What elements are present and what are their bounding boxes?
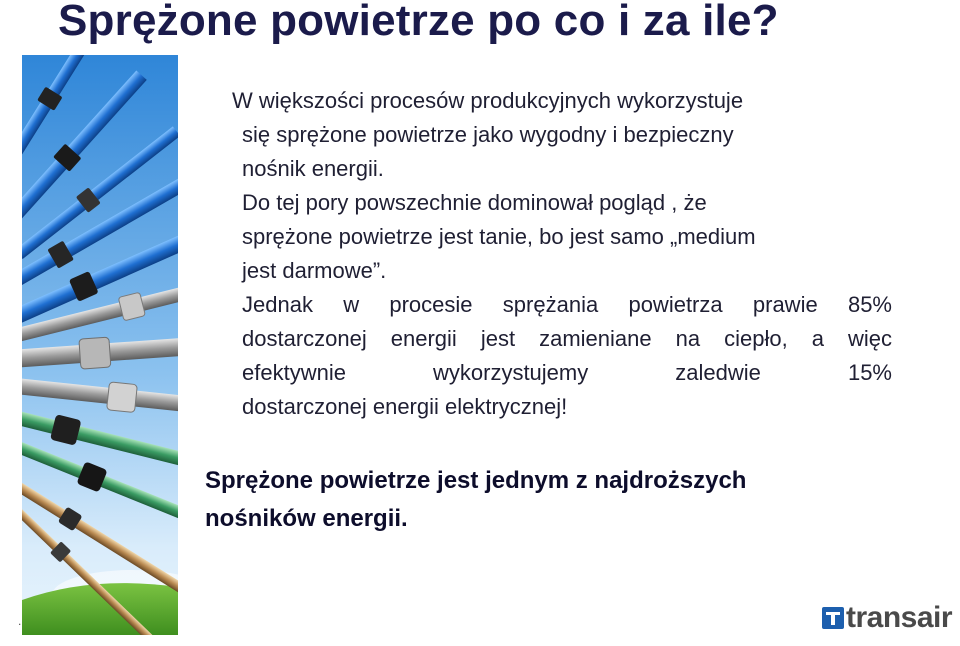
text-line: Jednak w procesie sprężania powietrza prawie 85% — [242, 292, 892, 317]
text-line: W większości procesów produkcyjnych wykorzystuje — [232, 88, 744, 113]
pipes-sky-photo — [22, 55, 178, 635]
text-line: dostarczonej energii elektrycznej! — [242, 394, 568, 419]
text-line: się sprężone powietrze jako wygodny i bezpieczny — [242, 122, 734, 147]
text-line: sprężone powietrze jest tanie, bo jest samo „medium — [242, 224, 756, 249]
transair-logo — [822, 603, 952, 633]
paragraph-common-view — [242, 186, 882, 288]
paragraph-compressed-air-usage — [232, 84, 872, 186]
transair-logo-mark-icon — [822, 607, 844, 629]
highlight-line: Sprężone powietrze jest jednym z najdroższych — [205, 467, 747, 494]
logo-text: transair — [846, 601, 953, 634]
paragraph-energy-loss — [242, 288, 892, 424]
page-marker: . — [18, 614, 22, 628]
text-line: jest darmowe”. — [242, 258, 387, 283]
text-line: nośnik energii. — [242, 156, 384, 181]
highlight-statement — [205, 462, 825, 538]
highlight-line: nośników energii. — [205, 505, 408, 532]
text-line: Do tej pory powszechnie dominował pogląd , że — [242, 190, 707, 215]
text-line: efektywnie wykorzystujemy zaledwie 15% — [242, 360, 892, 385]
slide-title: Sprężone powietrze po co i za ile? — [58, 0, 779, 45]
text-line: dostarczonej energii jest zamieniane na ciepło, a więc — [242, 326, 892, 351]
